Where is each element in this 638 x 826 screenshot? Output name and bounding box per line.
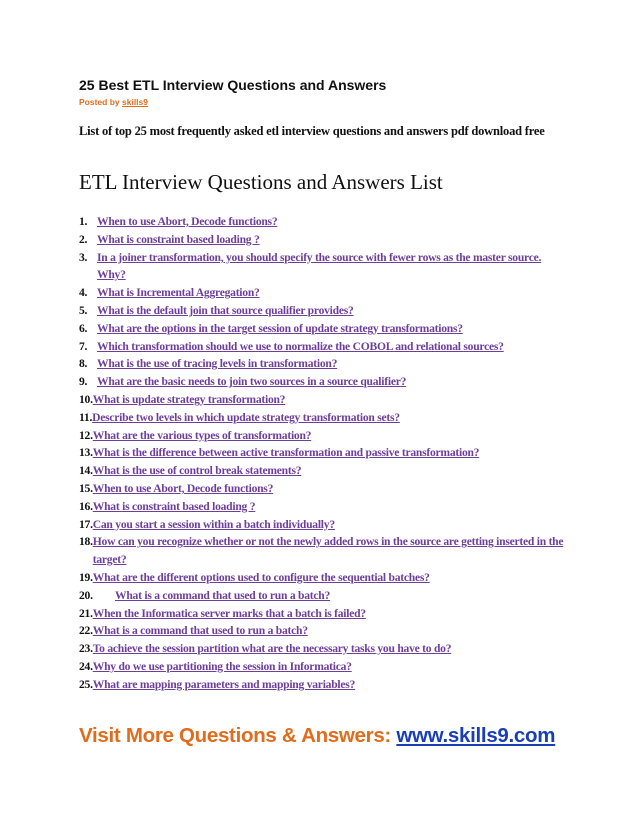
list-item	[79, 302, 569, 320]
question-link[interactable]: What is the default join that source qualifier provides?	[97, 303, 354, 317]
list-item	[79, 658, 569, 676]
list-item-number: 9.	[79, 375, 88, 389]
list-item	[79, 533, 569, 569]
question-link[interactable]: Why do we use partitioning the session in Informatica?	[92, 659, 352, 673]
list-item-number: 13.	[79, 446, 93, 460]
list-item-number: 25.	[79, 677, 93, 691]
list-item-number: 18.	[79, 535, 93, 549]
posted-by-line	[79, 97, 148, 107]
list-item-number: 16.	[79, 499, 93, 513]
list-item-number: 15.	[79, 481, 93, 495]
list-item	[79, 373, 569, 391]
list-item-number: 11.	[79, 410, 93, 424]
list-item	[79, 622, 569, 640]
question-link[interactable]: What are the options in the target session of update strategy transformations?	[97, 321, 463, 335]
question-link[interactable]: When to use Abort, Decode functions?	[92, 481, 274, 495]
question-link[interactable]: What is Incremental Aggregation?	[97, 286, 260, 300]
question-link[interactable]: What is a command that used to run a batch?	[115, 588, 331, 602]
question-link[interactable]: In a joiner transformation, you should specify the source with fewer rows as the master source. Why?	[97, 250, 542, 282]
list-item	[79, 569, 569, 587]
list-item-number: 10.	[79, 392, 93, 406]
question-link[interactable]: What is update strategy transformation?	[92, 392, 286, 406]
question-link[interactable]: What is a command that used to run a batch?	[92, 624, 308, 638]
question-link[interactable]: How can you recognize whether or not the newly added rows in the source are getting inserted in the target?	[92, 535, 564, 567]
list-item	[79, 676, 569, 694]
question-link[interactable]: What is constraint based loading ?	[92, 499, 256, 513]
question-link[interactable]: To achieve the session partition what are the necessary tasks you have to do?	[92, 642, 452, 656]
footer-website-link[interactable]: www.skills9.com	[396, 724, 556, 747]
list-item-number: 20.	[79, 588, 93, 602]
list-item	[79, 605, 569, 623]
question-link[interactable]: Can you start a session within a batch individually?	[92, 517, 335, 531]
list-heading: ETL Interview Questions and Answers List	[79, 170, 443, 194]
question-link[interactable]: What are the different options used to configure the sequential batches?	[92, 570, 430, 584]
list-item	[79, 427, 569, 445]
list-item-number: 1.	[79, 215, 88, 228]
list-item-number: 8.	[79, 357, 88, 371]
question-link[interactable]: When the Informatica server marks that a batch is failed?	[92, 606, 366, 620]
question-link[interactable]: Describe two levels in which update strategy transformation sets?	[92, 410, 400, 424]
list-item	[79, 284, 569, 302]
question-link[interactable]: What are the basic needs to join two sources in a source qualifier?	[97, 375, 407, 389]
question-link[interactable]: What is the use of control break statements?	[92, 464, 302, 478]
list-item-number: 22.	[79, 624, 93, 638]
list-item	[79, 213, 569, 231]
intro-text: List of top 25 most frequently asked etl interview questions and answers pdf download free	[79, 124, 545, 138]
list-item-number: 4.	[79, 286, 88, 300]
footer-label: Visit More Questions & Answers:	[79, 724, 391, 747]
list-item	[79, 320, 569, 338]
list-item	[79, 444, 569, 462]
list-item	[79, 355, 569, 373]
list-item-number: 21.	[79, 606, 93, 620]
list-item	[79, 409, 569, 427]
footer-cta	[79, 724, 555, 748]
document-title: 25 Best ETL Interview Questions and Answers	[79, 77, 387, 93]
list-item	[79, 640, 569, 658]
list-item-number: 17.	[79, 517, 93, 531]
list-item-number: 7.	[79, 339, 88, 353]
question-link[interactable]: What is the use of tracing levels in transformation?	[97, 357, 338, 371]
question-link[interactable]: What are mapping parameters and mapping variables?	[92, 677, 356, 691]
posted-by-label: Posted by	[79, 97, 120, 107]
list-item	[79, 587, 569, 605]
list-item	[79, 516, 569, 534]
list-item-number: 24.	[79, 659, 93, 673]
questions-list	[79, 213, 569, 694]
list-item-number: 2.	[79, 232, 88, 246]
question-link[interactable]: When to use Abort, Decode functions?	[97, 215, 278, 228]
list-item	[79, 391, 569, 409]
author-link[interactable]: skills9	[122, 97, 148, 107]
question-link[interactable]: Which transformation should we use to normalize the COBOL and relational sources?	[97, 339, 504, 353]
question-link[interactable]: What are the various types of transformation?	[92, 428, 312, 442]
list-item-number: 23.	[79, 642, 93, 656]
question-link[interactable]: What is the difference between active transformation and passive transformation?	[92, 446, 480, 460]
list-item-number: 19.	[79, 570, 93, 584]
list-item-number: 14.	[79, 464, 93, 478]
list-item	[79, 480, 569, 498]
list-item	[79, 498, 569, 516]
list-item-number: 5.	[79, 303, 88, 317]
list-item-number: 6.	[79, 321, 88, 335]
list-item	[79, 338, 569, 356]
list-item-number: 12.	[79, 428, 93, 442]
question-link[interactable]: What is constraint based loading ?	[97, 232, 260, 246]
list-item	[79, 231, 569, 249]
list-item	[79, 249, 569, 285]
list-item	[79, 462, 569, 480]
list-item-number: 3.	[79, 250, 88, 264]
